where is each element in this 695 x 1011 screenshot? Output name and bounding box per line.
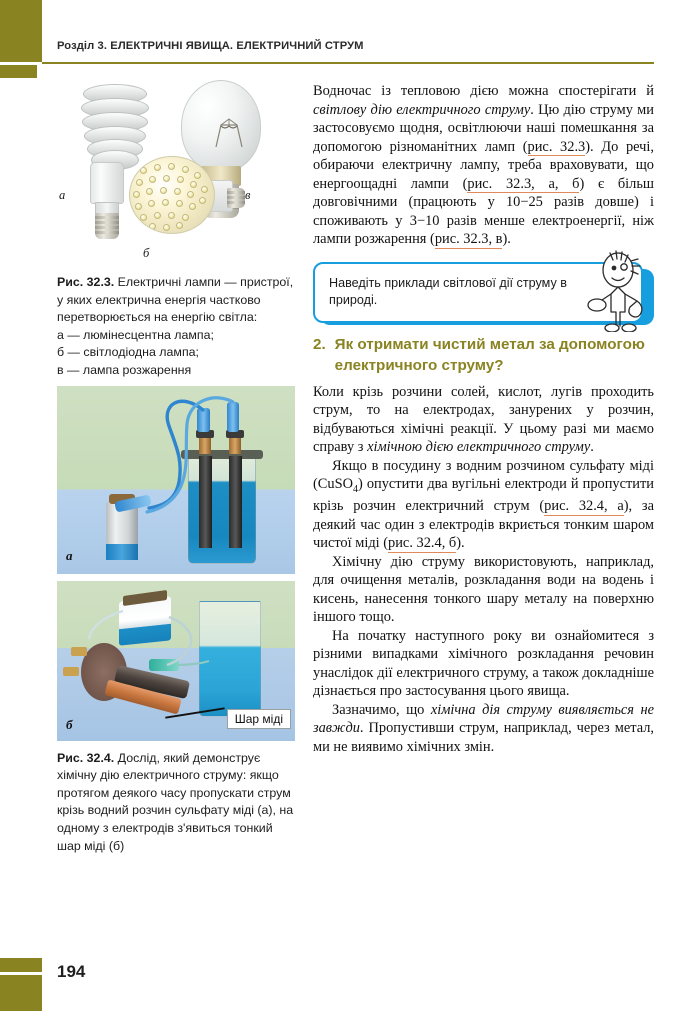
paragraph-not-always [313, 701, 654, 757]
caption-legend-a-323: а — люмінесцентна лампа; [57, 327, 214, 342]
p3-s4: ). [456, 535, 465, 552]
p6-s1: Зазначимо, що [332, 701, 431, 718]
figure-label-v: в [245, 188, 251, 202]
p3-s1: Якщо в посудину з водним розчином сульфату міді (CuSO [313, 457, 654, 493]
connecting-wires [57, 386, 295, 574]
p6-italic-not-always: хімічна дія струму виявляється не завжди [313, 701, 654, 737]
right-column [313, 82, 654, 756]
figure-32-3-caption [57, 274, 295, 380]
p1-s5: ). [502, 231, 511, 247]
p3-s2: ) опустити два вугільні електроди й пропустити крізь розчин електричний струм ( [313, 476, 654, 515]
p1-s1: Водночас із тепловою дією можна спостерігати й [313, 83, 654, 99]
p2-s2: . [590, 439, 594, 456]
running-header: Розділ 3. ЕЛЕКТРИЧНІ ЯВИЩА. ЕЛЕКТРИЧНИЙ СТРУМ [57, 40, 364, 52]
p1-s3: ). До речі, обираючи електричну лампу, треба враховувати, що енергоощадні лампи ( [313, 138, 655, 192]
p3-s3: ), за деякий час один з електродів вкриється тонким шаром чистої міді ( [313, 498, 654, 552]
p2-italic-chemical-action: хімічною дією електричного струму [367, 439, 591, 456]
photo-label-b: б [66, 716, 73, 732]
section-number: 2. [313, 336, 326, 354]
figure-reference-323-v[interactable]: рис. 32.3, в [434, 231, 503, 247]
caption-body-324: Дослід, який демонструє хімічну дію електричного струму: якщо протягом деякого часу пропускати струм крізь водний розчин сульфату міді (а), на одному з електродів з'явиться тонкий шар міді (б) [57, 750, 294, 853]
figure-reference-324-b[interactable]: рис. 32.4, б [388, 535, 457, 552]
caption-title-324: Рис. 32.4. [57, 750, 115, 765]
caption-title-323: Рис. 32.3. [57, 275, 115, 289]
section-title: Як отримати чистий метал за допомогою електричного струму? [334, 336, 645, 374]
p1-italic-light-action: світлову дію електричного струму [313, 101, 531, 118]
figure-reference-323-ab[interactable]: рис. 32.3, а, б [467, 175, 580, 192]
figure-32-4-photo-b [57, 581, 295, 741]
decor-block-top [0, 0, 42, 62]
copper-layer-annotation: Шар міді [227, 709, 291, 729]
left-column [57, 78, 295, 855]
p2-s1: Коли крізь розчини солей, кислот, лугів проходить струм, то на електродах, занурених у розчин, відбуваються хімічні реакції. У цьому разі ми маємо справу з [313, 383, 654, 456]
led-screw-cap [227, 188, 245, 208]
filament-icon [212, 117, 246, 147]
p1-s2: . Цю дію струму ми застосовуємо щодня, освітлюючи наші помешкання за допомогою різноманітних ламп ( [313, 101, 654, 155]
paragraph-applications: Хімічну дію струму використовують, наприклад, для очищення металів, розкладання води на водень і кисень, нанесення тонкого шару металу на поверхню іншого тощо. [313, 553, 654, 626]
caption-legend-b-323: б — світлодіодна лампа; [57, 345, 199, 360]
section-2-body [313, 383, 654, 756]
figure-32-3-image [57, 78, 295, 268]
decor-block-bottom-small [0, 958, 42, 972]
decor-block-top-small [0, 65, 37, 78]
caption-legend-v-323: в — лампа розжарення [57, 363, 192, 378]
section-heading-2 [313, 335, 654, 376]
question-callout [313, 262, 654, 324]
p6-s2: . Пропустивши струм, наприклад, через метал, ми не виявимо хімічних змін. [313, 720, 654, 755]
figure-label-a: а [59, 188, 66, 202]
cfl-base-body [90, 162, 124, 204]
page-number: 194 [57, 962, 86, 981]
cuso4-subscript: 4 [352, 484, 358, 496]
header-rule [42, 62, 654, 64]
figure-32-4-photo-a [57, 386, 295, 574]
paragraph-chemical-action [313, 383, 654, 457]
led-lamp-illustration [129, 156, 247, 256]
p1-s4: ) є більш довговічними (працюють у 10−25 разів довше) і споживають у 3−10 разів менше електроенергії, ніж лампи розжарення ( [313, 175, 654, 247]
paragraph-cuso4-experiment [313, 457, 654, 553]
photo-label-a: а [66, 547, 73, 563]
figure-label-b: б [143, 246, 150, 260]
paragraph-light-action [313, 82, 654, 249]
caption-body-323: Електричні лампи — пристрої, у яких електрична енергія частково перетворюється на енергію світла: [57, 275, 294, 325]
decor-block-bottom [0, 975, 42, 1011]
cfl-screw-cap [95, 213, 119, 239]
led-emitter-face [129, 156, 215, 234]
paragraph-next-year: На початку наступного року ви ознайомитеся з різними випадками хімічного розкладання речовин унаслідок дії електричного струму, а також докладніше дізнається про застосування цього явища. [313, 627, 654, 700]
figure-reference-323[interactable]: рис. 32.3 [527, 138, 586, 155]
thinking-character-icon [584, 248, 656, 332]
figure-reference-324-a[interactable]: рис. 32.4, а [544, 498, 624, 515]
figure-32-4-caption [57, 750, 295, 856]
battery-band [106, 544, 138, 560]
callout-text: Наведіть приклади світлової дії струму в природі. [313, 262, 643, 324]
